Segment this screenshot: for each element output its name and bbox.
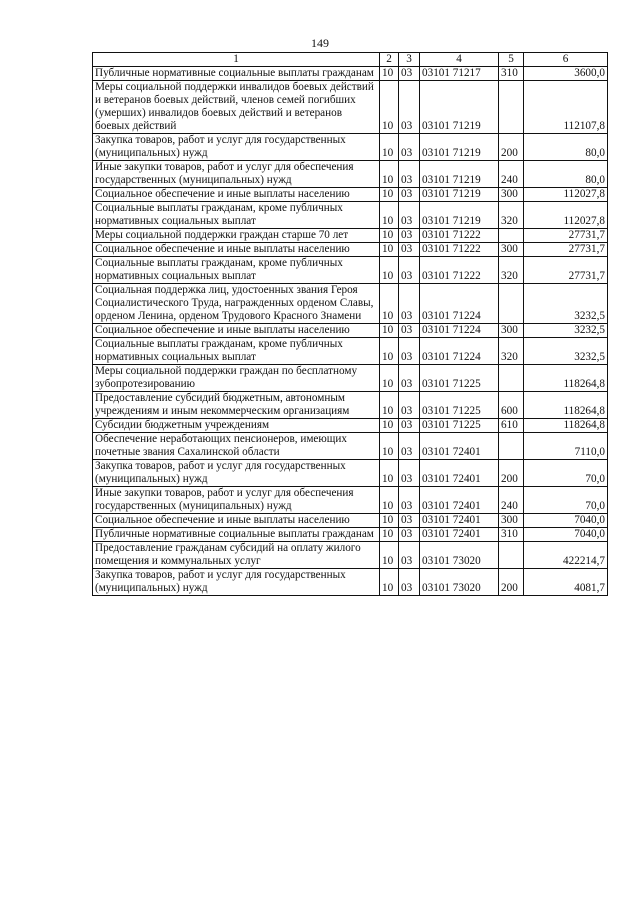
row-amount: 422214,7: [524, 542, 608, 569]
row-expense-type: 600: [499, 392, 524, 419]
row-subsection: 03: [399, 542, 420, 569]
row-name: Социальное обеспечение и иные выплаты населению: [93, 243, 380, 257]
row-name: Социальное обеспечение и иные выплаты населению: [93, 514, 380, 528]
row-amount: 112027,8: [524, 202, 608, 229]
row-expense-type: 200: [499, 569, 524, 596]
row-name: Предоставление субсидий бюджетным, автономным учреждениям и иным некоммерческим организациям: [93, 392, 380, 419]
row-expense-type: 300: [499, 243, 524, 257]
row-section: 10: [380, 229, 399, 243]
row-amount: 7040,0: [524, 528, 608, 542]
row-expense-type: 240: [499, 487, 524, 514]
row-name: Закупка товаров, работ и услуг для государственных (муниципальных) нужд: [93, 460, 380, 487]
header-col-5: 5: [499, 53, 524, 67]
table-row: [93, 365, 608, 392]
page-number: 149: [311, 36, 329, 50]
row-subsection: 03: [399, 324, 420, 338]
table-row: [93, 202, 608, 229]
row-expense-type: 320: [499, 338, 524, 365]
row-expense-type: 200: [499, 460, 524, 487]
row-section: 10: [380, 161, 399, 188]
row-amount: 80,0: [524, 161, 608, 188]
row-target-article: 03101 72401: [420, 514, 499, 528]
row-amount: 27731,7: [524, 229, 608, 243]
table-row: [93, 542, 608, 569]
table-row: [93, 188, 608, 202]
table-row: [93, 81, 608, 134]
row-name: Социальное обеспечение и иные выплаты населению: [93, 188, 380, 202]
row-target-article: 03101 71225: [420, 392, 499, 419]
row-expense-type: [499, 229, 524, 243]
row-amount: 7040,0: [524, 514, 608, 528]
row-amount: 27731,7: [524, 257, 608, 284]
table-row: [93, 460, 608, 487]
table-row: [93, 338, 608, 365]
row-amount: 112107,8: [524, 81, 608, 134]
row-amount: 70,0: [524, 460, 608, 487]
row-section: 10: [380, 134, 399, 161]
row-name: Социальные выплаты гражданам, кроме публичных нормативных социальных выплат: [93, 338, 380, 365]
row-target-article: 03101 71222: [420, 257, 499, 284]
row-subsection: 03: [399, 392, 420, 419]
row-section: 10: [380, 257, 399, 284]
row-section: 10: [380, 188, 399, 202]
row-section: 10: [380, 433, 399, 460]
row-subsection: 03: [399, 134, 420, 161]
row-name: Субсидии бюджетным учреждениям: [93, 419, 380, 433]
row-target-article: 03101 73020: [420, 542, 499, 569]
row-expense-type: [499, 284, 524, 324]
row-name: Социальные выплаты гражданам, кроме публичных нормативных социальных выплат: [93, 257, 380, 284]
header-col-4: 4: [420, 53, 499, 67]
row-section: 10: [380, 243, 399, 257]
row-target-article: 03101 72401: [420, 528, 499, 542]
row-amount: 3232,5: [524, 338, 608, 365]
row-target-article: 03101 71224: [420, 284, 499, 324]
row-expense-type: 240: [499, 161, 524, 188]
row-target-article: 03101 71217: [420, 67, 499, 81]
row-section: 10: [380, 81, 399, 134]
row-name: Социальное обеспечение и иные выплаты населению: [93, 324, 380, 338]
row-expense-type: [499, 542, 524, 569]
row-name: Иные закупки товаров, работ и услуг для обеспечения государственных (муниципальных) нужд: [93, 161, 380, 188]
table-row: [93, 161, 608, 188]
row-target-article: 03101 73020: [420, 569, 499, 596]
budget-table: [92, 52, 608, 596]
row-amount: 4081,7: [524, 569, 608, 596]
row-name: Обеспечение неработающих пенсионеров, имеющих почетные звания Сахалинской области: [93, 433, 380, 460]
row-amount: 7110,0: [524, 433, 608, 460]
header-row: [93, 53, 608, 67]
row-subsection: 03: [399, 188, 420, 202]
table-row: [93, 67, 608, 81]
row-subsection: 03: [399, 433, 420, 460]
row-subsection: 03: [399, 460, 420, 487]
row-name: Публичные нормативные социальные выплаты гражданам: [93, 67, 380, 81]
row-subsection: 03: [399, 528, 420, 542]
row-section: 10: [380, 419, 399, 433]
row-amount: 118264,8: [524, 365, 608, 392]
header-col-1: 1: [93, 53, 380, 67]
row-expense-type: [499, 433, 524, 460]
row-subsection: 03: [399, 161, 420, 188]
table-row: [93, 324, 608, 338]
row-target-article: 03101 72401: [420, 487, 499, 514]
row-amount: 27731,7: [524, 243, 608, 257]
table-row: [93, 487, 608, 514]
table-row: [93, 569, 608, 596]
row-target-article: 03101 71224: [420, 338, 499, 365]
row-name: Меры социальной поддержки инвалидов боевых действий и ветеранов боевых действий, членов семей погибших (умерших) инвалидов боевых действий и ветеранов боевых действий: [93, 81, 380, 134]
row-section: 10: [380, 365, 399, 392]
row-expense-type: 310: [499, 67, 524, 81]
row-subsection: 03: [399, 67, 420, 81]
header-col-3: 3: [399, 53, 420, 67]
row-subsection: 03: [399, 487, 420, 514]
header-col-2: 2: [380, 53, 399, 67]
row-target-article: 03101 71225: [420, 419, 499, 433]
row-name: Публичные нормативные социальные выплаты гражданам: [93, 528, 380, 542]
row-target-article: 03101 71219: [420, 134, 499, 161]
row-target-article: 03101 71219: [420, 161, 499, 188]
row-subsection: 03: [399, 284, 420, 324]
table-row: [93, 257, 608, 284]
row-name: Закупка товаров, работ и услуг для государственных (муниципальных) нужд: [93, 134, 380, 161]
row-amount: 3600,0: [524, 67, 608, 81]
table-row: [93, 229, 608, 243]
row-amount: 3232,5: [524, 324, 608, 338]
row-target-article: 03101 71224: [420, 324, 499, 338]
row-amount: 118264,8: [524, 419, 608, 433]
row-section: 10: [380, 528, 399, 542]
table-row: [93, 433, 608, 460]
row-amount: 118264,8: [524, 392, 608, 419]
row-target-article: 03101 71219: [420, 202, 499, 229]
row-section: 10: [380, 460, 399, 487]
row-subsection: 03: [399, 569, 420, 596]
row-subsection: 03: [399, 243, 420, 257]
table-row: [93, 243, 608, 257]
table-body: [93, 67, 608, 596]
row-target-article: 03101 71222: [420, 229, 499, 243]
row-section: 10: [380, 338, 399, 365]
row-subsection: 03: [399, 338, 420, 365]
row-section: 10: [380, 392, 399, 419]
row-expense-type: 310: [499, 528, 524, 542]
row-section: 10: [380, 202, 399, 229]
row-expense-type: [499, 81, 524, 134]
row-section: 10: [380, 514, 399, 528]
row-amount: 112027,8: [524, 188, 608, 202]
row-expense-type: 300: [499, 514, 524, 528]
row-subsection: 03: [399, 257, 420, 284]
row-target-article: 03101 71219: [420, 188, 499, 202]
row-section: 10: [380, 324, 399, 338]
row-expense-type: 610: [499, 419, 524, 433]
row-subsection: 03: [399, 229, 420, 243]
row-amount: 3232,5: [524, 284, 608, 324]
table-row: [93, 392, 608, 419]
table-row: [93, 284, 608, 324]
row-section: 10: [380, 487, 399, 514]
row-subsection: 03: [399, 202, 420, 229]
row-expense-type: 320: [499, 202, 524, 229]
row-target-article: 03101 71225: [420, 365, 499, 392]
row-subsection: 03: [399, 514, 420, 528]
row-name: Закупка товаров, работ и услуг для государственных (муниципальных) нужд: [93, 569, 380, 596]
header-col-6: 6: [524, 53, 608, 67]
row-target-article: 03101 71219: [420, 81, 499, 134]
row-amount: 80,0: [524, 134, 608, 161]
table-row: [93, 528, 608, 542]
row-name: Социальные выплаты гражданам, кроме публичных нормативных социальных выплат: [93, 202, 380, 229]
row-section: 10: [380, 67, 399, 81]
row-section: 10: [380, 284, 399, 324]
row-name: Социальная поддержка лиц, удостоенных звания Героя Социалистического Труда, награжденных орденом Славы, орденом Ленина, орденом Трудового Красного Знамени: [93, 284, 380, 324]
row-name: Меры социальной поддержки граждан старше 70 лет: [93, 229, 380, 243]
table-row: [93, 134, 608, 161]
row-expense-type: 300: [499, 324, 524, 338]
row-name: Меры социальной поддержки граждан по бесплатному зубопротезированию: [93, 365, 380, 392]
row-subsection: 03: [399, 81, 420, 134]
row-target-article: 03101 72401: [420, 433, 499, 460]
row-expense-type: 300: [499, 188, 524, 202]
table-row: [93, 419, 608, 433]
row-subsection: 03: [399, 365, 420, 392]
row-expense-type: 200: [499, 134, 524, 161]
row-section: 10: [380, 569, 399, 596]
row-target-article: 03101 72401: [420, 460, 499, 487]
row-amount: 70,0: [524, 487, 608, 514]
row-expense-type: [499, 365, 524, 392]
row-expense-type: 320: [499, 257, 524, 284]
row-name: Предоставление гражданам субсидий на оплату жилого помещения и коммунальных услуг: [93, 542, 380, 569]
row-target-article: 03101 71222: [420, 243, 499, 257]
row-section: 10: [380, 542, 399, 569]
row-subsection: 03: [399, 419, 420, 433]
row-name: Иные закупки товаров, работ и услуг для обеспечения государственных (муниципальных) нужд: [93, 487, 380, 514]
table-row: [93, 514, 608, 528]
